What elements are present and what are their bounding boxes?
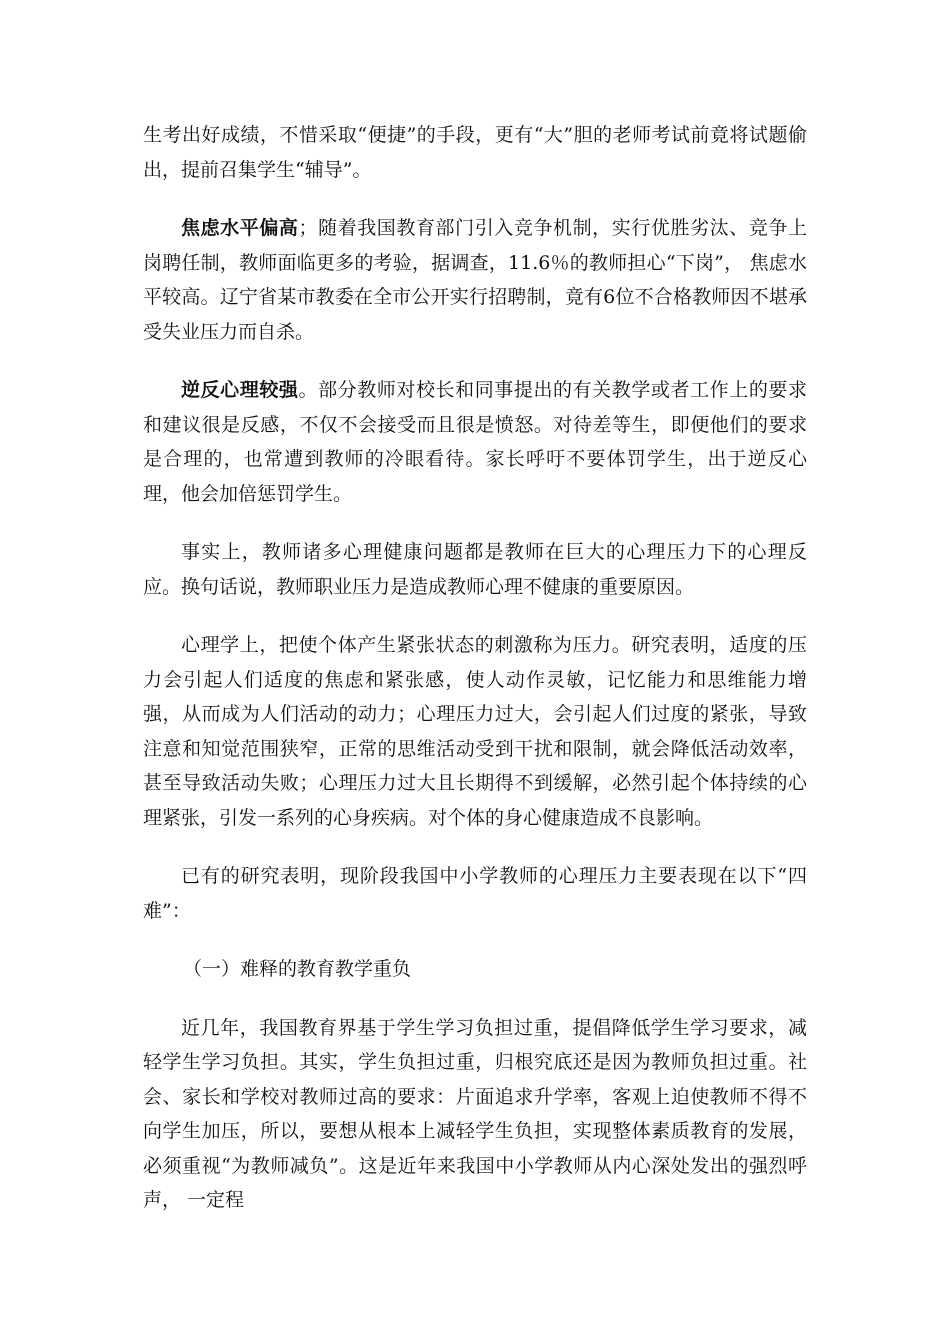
paragraph-workload: 近几年，我国教育界基于学生学习负担过重，提倡降低学生学习要求，减轻学生学习负担。其实，学生负担过重，归根究底还是因为教师负担过重。社会、家长和学校对教师过高的要求：片面追求升学率，客观上迫使教师不得不向学生加压，所以，要想从根本上减轻学生负担，实现整体素质教育的发展，必须重视“为教师减负”。这是近年来我国中小学教师从内心深处发出的强烈呼声， 一定程: [143, 1016, 807, 1211]
rebellion-body: 。部分教师对校长和同事提出的有关教学或者工作上的要求和建议很是反感，不仅不会接受而且很是愤怒。对待差等生，即便他们的要求是合理的，也常遭到教师的冷眼看待。家长呼吁不要体罚学生，出于逆反心理，他会加倍惩罚学生。: [143, 379, 807, 505]
body-text: [143, 118, 807, 1218]
anxiety-lead-term: 焦虑水平偏高: [181, 217, 299, 239]
paragraph-psychology: 心理学上，把使个体产生紧张状态的刺激称为压力。研究表明，适度的压力会引起人们适度的焦虑和紧张感，使人动作灵敏，记忆能力和思维能力增强，从而成为人们活动的动力；心理压力过大，会引起人们过度的紧张，导致注意和知觉范围狭窄，正常的思维活动受到干扰和限制，就会降低活动效率，甚至导致活动失败；心理压力过大且长期得不到缓解，必然引起个体持续的心理紧张，引发一系列的心身疾病。对个体的身心健康造成不良影响。: [143, 634, 807, 829]
paragraph-research: 已有的研究表明，现阶段我国中小学教师的心理压力主要表现在以下“四难”：: [143, 865, 807, 922]
rebellion-lead-term: 逆反心理较强: [181, 379, 299, 401]
paragraph-anxiety: [143, 211, 807, 349]
paragraph-rebellion: [143, 373, 807, 511]
anxiety-body: ；随着我国教育部门引入竞争机制，实行优胜劣汰、竞争上岗聘任制，教师面临更多的考验，据调查，11.6％的教师担心“下岗”， 焦虑水平较高。辽宁省某市教委在全市公开实行招聘制，竟有6位不合格教师因不堪承受失业压力而自杀。: [143, 217, 807, 343]
paragraph-continuation: 生考出好成绩，不惜采取“便捷”的手段，更有“大”胆的老师考试前竟将试题偷出，提前召集学生“辅导”。: [143, 124, 807, 181]
paragraph-fact: 事实上，教师诸多心理健康问题都是教师在巨大的心理压力下的心理反应。换句话说，教师职业压力是造成教师心理不健康的重要原因。: [143, 541, 807, 598]
section-heading: （一）难释的教育教学重负: [183, 958, 412, 980]
